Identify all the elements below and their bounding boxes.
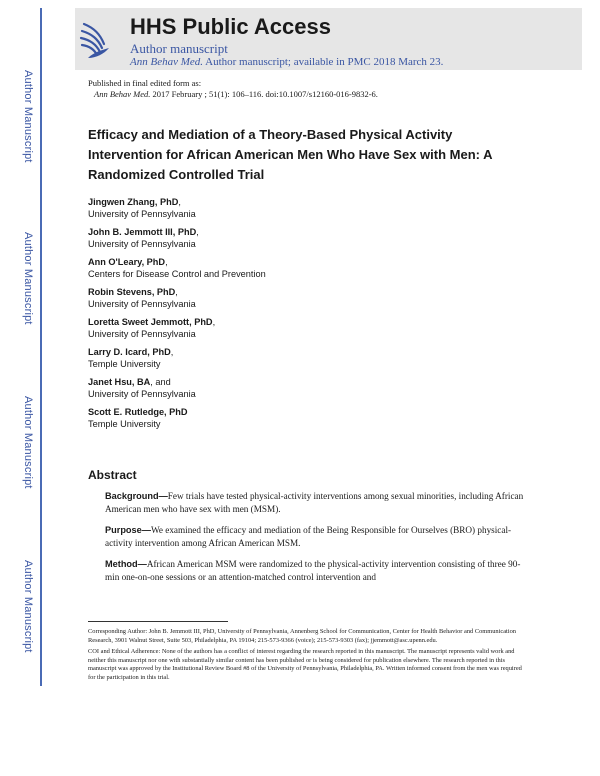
author-suffix: ,: [212, 317, 216, 327]
footnote-divider: [88, 621, 228, 622]
method-text: African American MSM were randomized to the physical-activity intervention consisting of three 90-min one-on-one sessions or an attention-matched control intervention and: [105, 559, 521, 582]
author-list: [88, 196, 568, 436]
citation-line: [88, 89, 378, 100]
background-text: Few trials have tested physical-activity interventions among sexual minorities, including African American men who have sex with men (MSM).: [105, 491, 524, 514]
abstract-purpose: [105, 524, 525, 550]
author-suffix: ,: [165, 257, 168, 267]
author-affiliation: University of Pennsylvania: [88, 329, 196, 339]
author-suffix: ,: [170, 347, 174, 357]
author-affiliation: Temple University: [88, 359, 161, 369]
author-name: Larry D. Icard, PhD: [88, 347, 171, 357]
background-label: Background—: [105, 491, 168, 501]
author-entry: [88, 226, 568, 250]
author-affiliation: Temple University: [88, 419, 161, 429]
author-entry: [88, 346, 568, 370]
pub-note-line: Published in final edited form as:: [88, 78, 202, 88]
author-suffix: ,: [178, 197, 181, 207]
side-rule: [40, 8, 42, 686]
author-name: Robin Stevens, PhD: [88, 287, 176, 297]
hhs-eagle-logo-icon: [78, 14, 112, 62]
author-entry: [88, 316, 568, 340]
author-affiliation: University of Pennsylvania: [88, 389, 196, 399]
author-suffix: ,: [196, 227, 199, 237]
availability-line: [130, 56, 443, 68]
side-label-3: Author Manuscript: [22, 396, 34, 489]
author-affiliation: University of Pennsylvania: [88, 239, 196, 249]
author-entry: [88, 406, 568, 430]
author-entry: [88, 196, 568, 220]
abstract-heading: Abstract: [88, 468, 137, 482]
coi-note: COI and Ethical Adherence: None of the authors has a conflict of interest regarding the research reported in this manuscript. The manuscript represents valid work and neither this manuscript nor one with substantially similar content has been published or is being considered for publication elsewhere. The research reported in this manuscript was approved by the Institutional Review Board #8 of the University of Pennsylvania, Philadelphia, PA. Written informed consent from the men was required for the participation in this trial.: [88, 648, 522, 681]
footnotes: [88, 628, 528, 686]
author-suffix: ,: [175, 287, 178, 297]
author-entry: [88, 376, 568, 400]
side-label-2: Author Manuscript: [22, 232, 34, 325]
author-name: Janet Hsu, BA: [88, 377, 151, 387]
abstract-method: [105, 558, 525, 584]
side-label-4: Author Manuscript: [22, 560, 34, 653]
hhs-title: HHS Public Access: [130, 14, 331, 39]
citation-text: 2017 February ; 51(1): 106–116. doi:10.1007/s12160-016-9832-6.: [150, 89, 378, 99]
purpose-text: We examined the efficacy and mediation of the Being Responsible for Ourselves (BRO) physical-activity intervention among African American MSM.: [105, 525, 512, 548]
method-label: Method—: [105, 559, 147, 569]
author-name: Scott E. Rutledge, PhD: [88, 407, 188, 417]
side-label-1: Author Manuscript: [22, 70, 34, 163]
author-suffix: , and: [150, 377, 171, 387]
abstract-background: [105, 490, 525, 516]
author-name: Loretta Sweet Jemmott, PhD: [88, 317, 213, 327]
purpose-label: Purpose—: [105, 525, 151, 535]
author-name: Jingwen Zhang, PhD: [88, 197, 179, 207]
author-affiliation: University of Pennsylvania: [88, 209, 196, 219]
availability-text: Author manuscript; available in PMC 2018 March 23.: [203, 56, 444, 68]
author-affiliation: Centers for Disease Control and Prevention: [88, 269, 266, 279]
article-title: Efficacy and Mediation of a Theory-Based Physical Activity Intervention for African American Men Who Have Sex with Men: A Randomized Controlled Trial: [88, 127, 493, 182]
manuscript-type: Author manuscript: [130, 41, 228, 56]
publication-note: [88, 78, 378, 100]
author-name: John B. Jemmott III, PhD: [88, 227, 197, 237]
author-affiliation: University of Pennsylvania: [88, 299, 196, 309]
author-entry: [88, 286, 568, 310]
citation-journal: Ann Behav Med.: [94, 89, 151, 99]
journal-name: Ann Behav Med.: [130, 56, 203, 68]
corresponding-author-note: Corresponding Author: John B. Jemmott III, PhD, University of Pennsylvania, Annenberg School for Communication, Center for Health Behavior and Communication Research, 3901 Walnut Street, Suite 503, Philadelphia, PA 19104; 215-573-9366 (voice); 215-573-9303 (fax); jjemmott@asc.upenn.edu.: [88, 628, 516, 644]
author-name: Ann O'Leary, PhD: [88, 257, 166, 267]
author-entry: [88, 256, 568, 280]
